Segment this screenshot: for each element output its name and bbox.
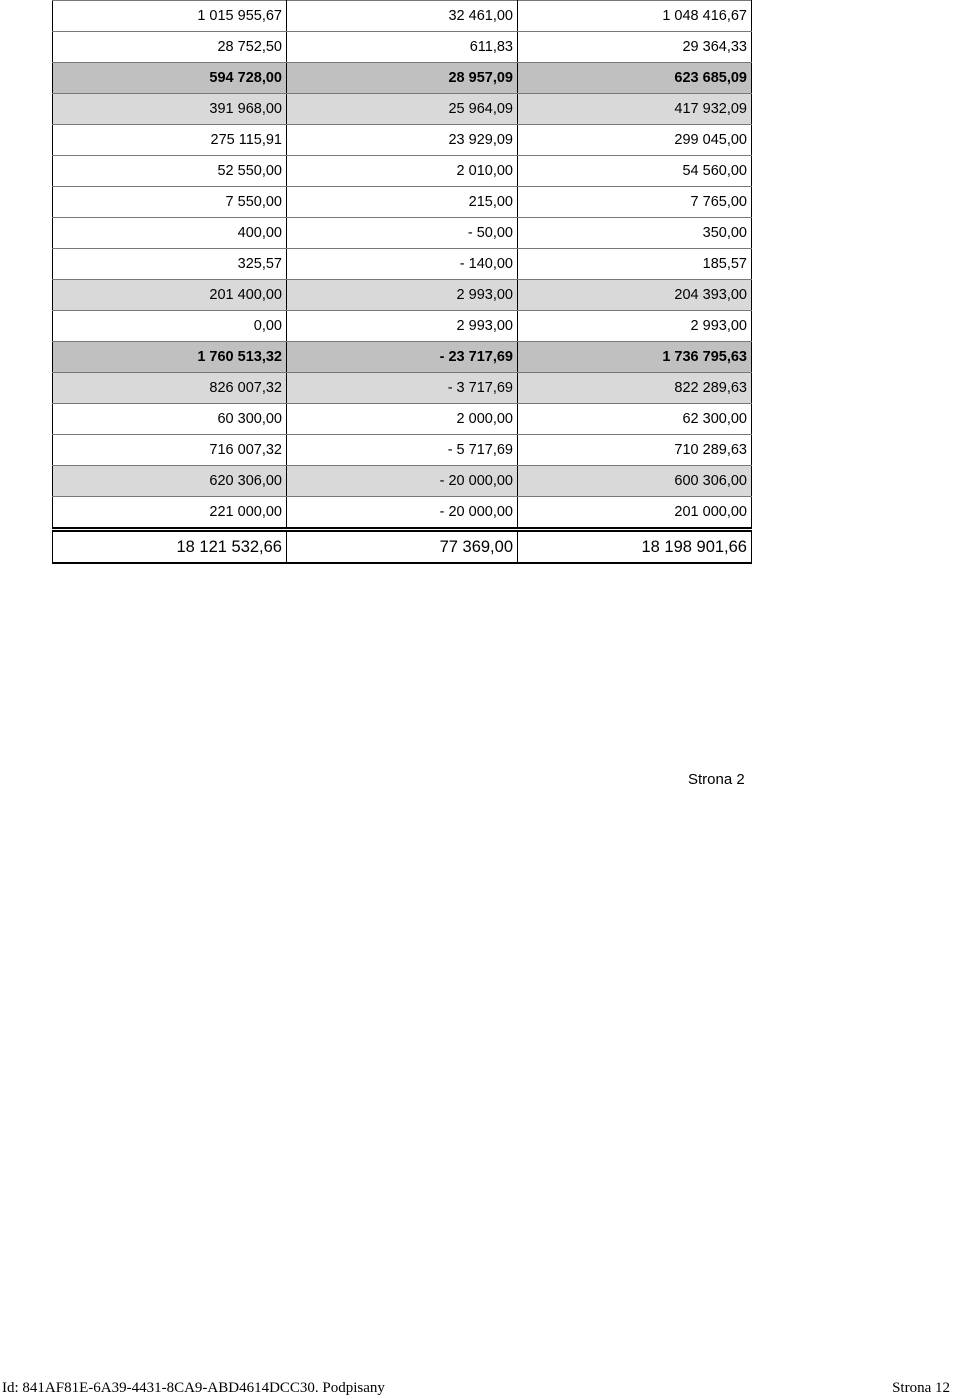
page-label: Strona 2 [688, 771, 745, 788]
table-cell-col3: 62 300,00 [518, 404, 752, 435]
table-cell-col3: 710 289,63 [518, 435, 752, 466]
table-cell-col2: 2 010,00 [287, 156, 518, 187]
table-row [53, 218, 752, 249]
table-cell-col2: - 140,00 [287, 249, 518, 280]
total-row [53, 531, 752, 563]
table-row [53, 342, 752, 373]
table-cell-col2: - 20 000,00 [287, 466, 518, 497]
table-cell-col3: 185,57 [518, 249, 752, 280]
table-cell-col1: 221 000,00 [53, 497, 287, 529]
table-cell-col2: - 5 717,69 [287, 435, 518, 466]
table-row [53, 435, 752, 466]
table-row [53, 311, 752, 342]
table-cell-col3: 350,00 [518, 218, 752, 249]
total-cell-2: 77 369,00 [287, 531, 518, 563]
table-row [53, 63, 752, 94]
footer-document-id: Id: 841AF81E-6A39-4431-8CA9-ABD4614DCC30. Podpisany [2, 1380, 385, 1396]
table-cell-col1: 7 550,00 [53, 187, 287, 218]
table-cell-col2: 2 993,00 [287, 280, 518, 311]
table-cell-col2: 23 929,09 [287, 125, 518, 156]
data-table [52, 0, 752, 529]
table-cell-col2: - 50,00 [287, 218, 518, 249]
table-cell-col2: - 23 717,69 [287, 342, 518, 373]
table-cell-col1: 201 400,00 [53, 280, 287, 311]
table-cell-col3: 201 000,00 [518, 497, 752, 529]
table-row [53, 280, 752, 311]
footer-page-number: Strona 12 [892, 1380, 950, 1396]
table-row [53, 187, 752, 218]
table-cell-col3: 1 048 416,67 [518, 1, 752, 32]
table-cell-col3: 7 765,00 [518, 187, 752, 218]
table-cell-col3: 29 364,33 [518, 32, 752, 63]
table-row [53, 156, 752, 187]
table-cell-col1: 0,00 [53, 311, 287, 342]
table-row [53, 125, 752, 156]
table-cell-col3: 600 306,00 [518, 466, 752, 497]
table-cell-col3: 204 393,00 [518, 280, 752, 311]
total-cell-1: 18 121 532,66 [53, 531, 287, 563]
table-cell-col3: 417 932,09 [518, 94, 752, 125]
table-cell-col3: 2 993,00 [518, 311, 752, 342]
table-cell-col1: 716 007,32 [53, 435, 287, 466]
table-cell-col2: 2 993,00 [287, 311, 518, 342]
table-cell-col1: 620 306,00 [53, 466, 287, 497]
table-cell-col1: 28 752,50 [53, 32, 287, 63]
table-cell-col2: 32 461,00 [287, 1, 518, 32]
table-row [53, 1, 752, 32]
table-cell-col1: 1 015 955,67 [53, 1, 287, 32]
table-cell-col2: 215,00 [287, 187, 518, 218]
table-row [53, 32, 752, 63]
table-cell-col1: 1 760 513,32 [53, 342, 287, 373]
table-cell-col2: - 20 000,00 [287, 497, 518, 529]
table-cell-col1: 594 728,00 [53, 63, 287, 94]
table-cell-col2: 2 000,00 [287, 404, 518, 435]
table-cell-col2: - 3 717,69 [287, 373, 518, 404]
table-cell-col3: 623 685,09 [518, 63, 752, 94]
table-cell-col1: 325,57 [53, 249, 287, 280]
table-cell-col3: 54 560,00 [518, 156, 752, 187]
total-cell-3: 18 198 901,66 [518, 531, 752, 563]
table-cell-col2: 611,83 [287, 32, 518, 63]
table-cell-col1: 275 115,91 [53, 125, 287, 156]
table-row [53, 404, 752, 435]
table-row [53, 373, 752, 404]
table-cell-col3: 1 736 795,63 [518, 342, 752, 373]
table-cell-col1: 52 550,00 [53, 156, 287, 187]
table-cell-col1: 826 007,32 [53, 373, 287, 404]
table-row [53, 497, 752, 529]
table-row [53, 94, 752, 125]
total-table [52, 530, 752, 564]
table-cell-col2: 25 964,09 [287, 94, 518, 125]
table-row [53, 466, 752, 497]
table-cell-col3: 822 289,63 [518, 373, 752, 404]
table-cell-col1: 60 300,00 [53, 404, 287, 435]
table-row [53, 249, 752, 280]
table-cell-col2: 28 957,09 [287, 63, 518, 94]
table-cell-col1: 400,00 [53, 218, 287, 249]
table-cell-col3: 299 045,00 [518, 125, 752, 156]
table-cell-col1: 391 968,00 [53, 94, 287, 125]
data-table-body [53, 1, 752, 529]
